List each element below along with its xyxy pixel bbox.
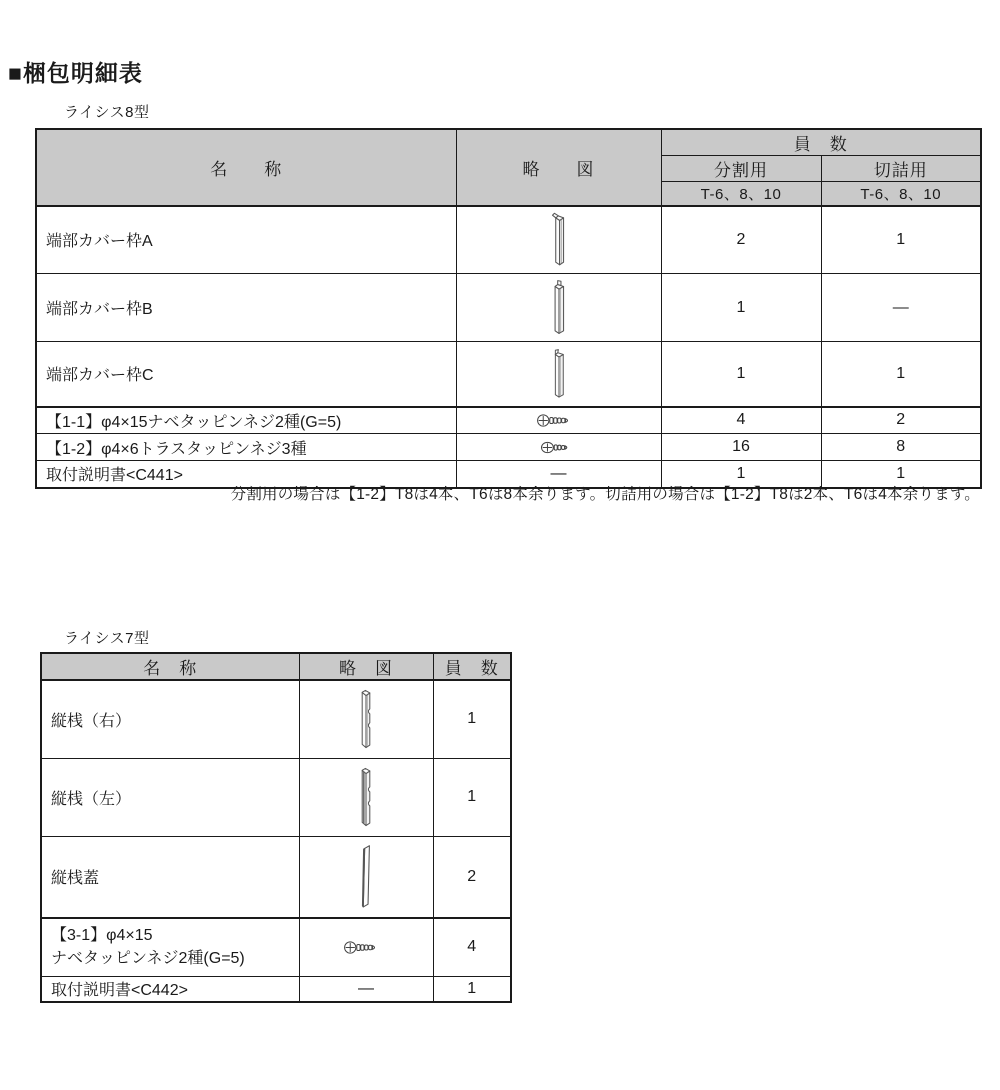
table-row bbox=[36, 206, 981, 274]
t7-header-diagram: 略 図 bbox=[299, 653, 433, 680]
table-row bbox=[41, 758, 511, 836]
part-name: 【1-2】φ4×6トラスタッピンネジ3種 bbox=[36, 434, 456, 461]
t8-header-cut: 切詰用 bbox=[821, 156, 981, 182]
qty: 1 bbox=[433, 976, 511, 1002]
part-name: 取付説明書<C442> bbox=[41, 976, 299, 1002]
part-name bbox=[41, 918, 299, 976]
qty: 4 bbox=[433, 918, 511, 976]
qty-split: 16 bbox=[661, 434, 821, 461]
part-diagram bbox=[299, 918, 433, 976]
part-diagram bbox=[299, 758, 433, 836]
no-diagram-dash: — bbox=[299, 976, 433, 1002]
table-row bbox=[36, 434, 981, 461]
truss-head-screw-icon bbox=[540, 439, 578, 456]
qty-split: 4 bbox=[661, 407, 821, 434]
t8-subheader-cut: T-6、8、10 bbox=[821, 182, 981, 206]
pan-head-screw-icon bbox=[343, 939, 389, 956]
part-name: 縦桟（右） bbox=[41, 680, 299, 758]
part-diagram bbox=[456, 407, 661, 434]
table-row bbox=[41, 976, 511, 1002]
qty-cut: 1 bbox=[821, 206, 981, 274]
vertical-rail-left-icon bbox=[347, 764, 385, 830]
part-diagram bbox=[456, 206, 661, 274]
page-title: ■梱包明細表 bbox=[8, 60, 143, 86]
qty-split: 1 bbox=[661, 274, 821, 342]
part-diagram bbox=[299, 680, 433, 758]
channel-frame-a-icon bbox=[542, 210, 576, 270]
no-diagram-dash: — bbox=[456, 461, 661, 488]
part-name-line2: ナベタッピンネジ2種(G=5) bbox=[51, 950, 245, 968]
part-name: 取付説明書<C441> bbox=[36, 461, 456, 488]
channel-frame-b-icon bbox=[542, 278, 576, 338]
table-row bbox=[41, 836, 511, 918]
table7-label: ライシス7型 bbox=[64, 630, 150, 647]
t8-subheader-split: T-6、8、10 bbox=[661, 182, 821, 206]
table-row bbox=[41, 918, 511, 976]
part-name: 【1-1】φ4×15ナベタッピンネジ2種(G=5) bbox=[36, 407, 456, 434]
part-name: 端部カバー枠C bbox=[36, 342, 456, 407]
pan-head-screw-icon bbox=[536, 412, 582, 429]
table-row bbox=[36, 342, 981, 407]
t8-header-split: 分割用 bbox=[661, 156, 821, 182]
table8-label: ライシス8型 bbox=[64, 104, 150, 121]
table-row bbox=[36, 274, 981, 342]
part-name: 端部カバー枠A bbox=[36, 206, 456, 274]
part-name: 縦桟蓋 bbox=[41, 836, 299, 918]
qty-cut: 8 bbox=[821, 434, 981, 461]
part-diagram bbox=[456, 342, 661, 407]
qty-split: 1 bbox=[661, 342, 821, 407]
qty: 1 bbox=[433, 680, 511, 758]
qty-cut: — bbox=[821, 274, 981, 342]
table-raishisu8 bbox=[35, 128, 982, 489]
qty-cut: 1 bbox=[821, 461, 981, 488]
vertical-rail-right-icon bbox=[347, 686, 385, 752]
channel-frame-c-icon bbox=[542, 346, 576, 402]
packing-note: 分割用の場合は【1-2】T8は4本、T6は8本余ります。切詰用の場合は【1-2】T8は2本、T6は4本余ります。 bbox=[230, 486, 980, 503]
table-row bbox=[41, 680, 511, 758]
table-raishisu7 bbox=[40, 652, 512, 1003]
t8-header-qty: 員 数 bbox=[661, 129, 981, 156]
qty-cut: 2 bbox=[821, 407, 981, 434]
part-diagram bbox=[299, 836, 433, 918]
qty-cut: 1 bbox=[821, 342, 981, 407]
t7-header-name: 名 称 bbox=[41, 653, 299, 680]
part-name: 縦桟（左） bbox=[41, 758, 299, 836]
part-name-line1: 【3-1】φ4×15 bbox=[51, 927, 153, 945]
part-diagram bbox=[456, 274, 661, 342]
qty: 1 bbox=[433, 758, 511, 836]
rail-cover-icon bbox=[349, 843, 383, 911]
qty-split: 1 bbox=[661, 461, 821, 488]
qty: 2 bbox=[433, 836, 511, 918]
qty-split: 2 bbox=[661, 206, 821, 274]
table-row bbox=[36, 407, 981, 434]
part-diagram bbox=[456, 434, 661, 461]
t8-header-diagram: 略 図 bbox=[456, 129, 661, 206]
t8-header-name: 名 称 bbox=[36, 129, 456, 206]
t7-header-qty: 員 数 bbox=[433, 653, 511, 680]
part-name: 端部カバー枠B bbox=[36, 274, 456, 342]
